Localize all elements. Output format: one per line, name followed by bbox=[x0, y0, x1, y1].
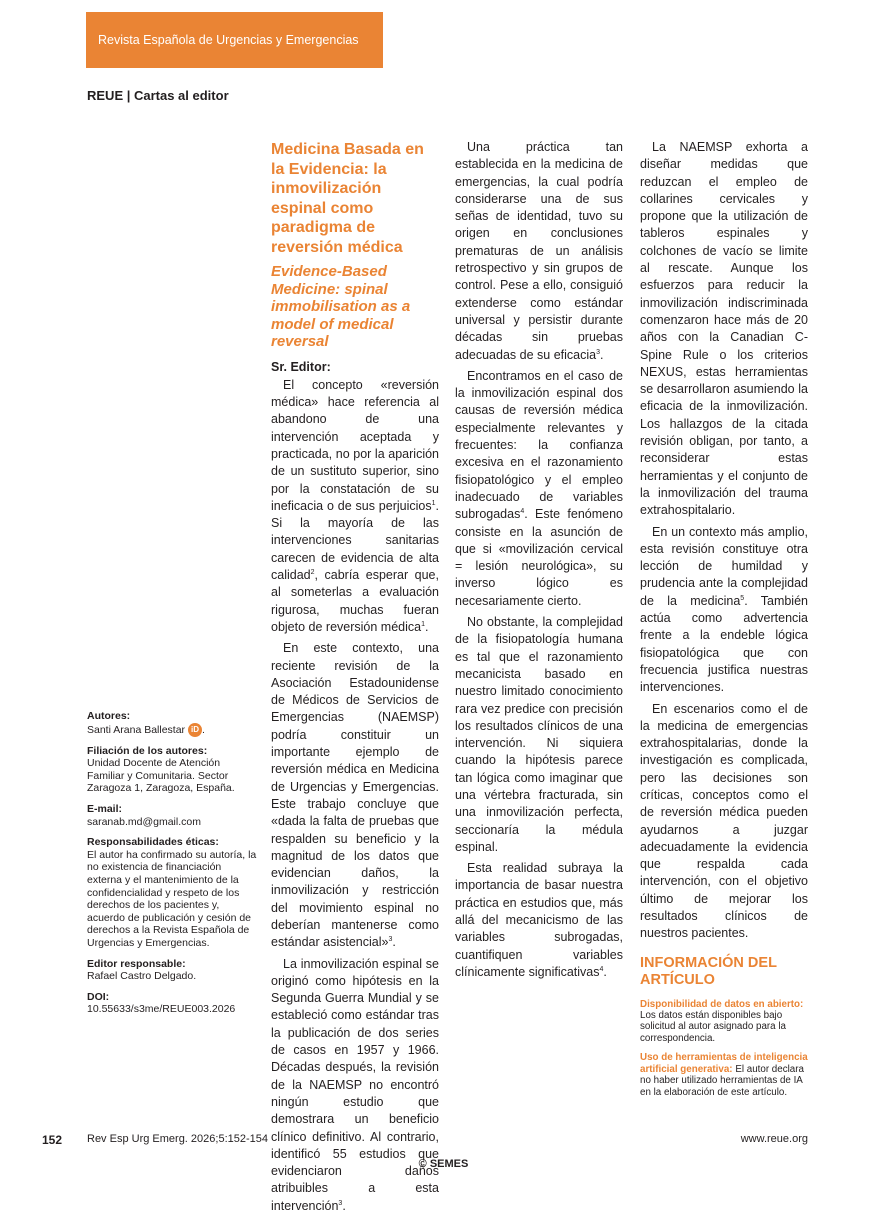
article-title: Medicina Basada en la Evidencia: la inmovilización espinal como paradigma de reversión médica bbox=[271, 141, 424, 256]
authors-label: Autores: bbox=[87, 710, 131, 722]
reference-marker[interactable]: 4 bbox=[599, 965, 604, 973]
reference-marker[interactable]: 2 bbox=[310, 568, 315, 576]
reference-marker[interactable]: 1 bbox=[431, 499, 436, 507]
reference-marker[interactable]: 4 bbox=[520, 508, 525, 516]
paragraph: La NAEMSP exhorta a diseñar medidas que reduzcan el empleo de collarines cervicales y propone que la utilización de tableros espinales y colchones de vacío se limite al rescate. Aunque los esfuerzos para reducir la inmovilización indiscriminada comenzaron hace más de 20 años con la Canadian C-Spine Rule o los criterios NEXUS, estas herramientas se desarrollaron asumiendo la eficacia de la inmovilización. Los hallazgos de la citada revisión obligan, por tanto, a reconsiderar estas herramientas y el conjunto de la inmovilización del trauma extrahospitalario. bbox=[640, 140, 808, 518]
editor-label: Editor responsable: bbox=[87, 957, 186, 970]
reference-marker[interactable]: 1 bbox=[421, 620, 425, 628]
reference-marker[interactable]: 3 bbox=[338, 1199, 343, 1207]
doi-label: DOI: bbox=[87, 990, 110, 1003]
copyright: © SEMES bbox=[418, 1158, 469, 1170]
paragraph: En este contexto, una reciente revisión de la Asociación Estadounidense de Médicos de Servicios de Emergencias (NAEMSP) podría constituir un importante ejemplo de reversión médica en Medicina de Urgencias y Emergencias. Este trabajo concluye que «dada la falta de pruebas que respalden su beneficio y la magnitud de los datos que evidencian daños, la inmovilización y restricción del movimiento espinal no deberían mantenerse como estándar asistencial»$^3$. bbox=[271, 641, 439, 950]
paragraph: Encontramos en el caso de la inmovilización espinal dos causas de reversión médica especialmente relevantes y frecuentes: la confianza excesiva en el razonamiento fisiopatológico y el empleo inadecuado de variables subrogadas$^4$. Este fenómeno consiste en la asunción de que si «movilización cervical = lesión neurológica», su inverso lógico es necesariamente cierto. bbox=[455, 368, 623, 608]
ai-usage: Uso de herramientas de inteligencia artificial generativa: El autor declara no haber utilizado herramientas de IA en la elaboración de este artículo. bbox=[640, 1052, 808, 1098]
paragraph: El concepto «reversión médica» hace referencia al abandono de una intervención aceptada y practicada, no por la aparición de un sustituto superior, sino por la constatación de su ineficacia o de sus perjuicios$^1$. Si la mayoría de las intervenciones sanitarias carecen de evidencia de alta calidad$^2$, cabría esperar que, al someterlas a evaluación rigurosa, muchas fueran objeto de reversión médica$^1$. bbox=[271, 377, 439, 634]
authors-end: . bbox=[201, 723, 205, 736]
ethics-text: El autor ha confirmado su autoría, la no existencia de financiación externa y el mantenimiento de la confidencialidad y respeto de los derechos de los pacientes y, acuerdo de publicación y cesión de derechos a la Revista Española de Urgencias y Emergencias. bbox=[87, 848, 257, 949]
column-3 bbox=[640, 139, 808, 1106]
reference-marker[interactable]: 3 bbox=[596, 348, 600, 356]
salutation: Sr. Editor: bbox=[271, 359, 331, 374]
paragraph: Una práctica tan establecida en la medicina de emergencias, la cual podría considerarse una de sus señas de identidad, tuvo su origen en conclusiones prematuras de un análisis retrospectivo y sin grupos de control. Pese a ello, consiguió extenderse como estándar universal y persistir durante décadas sin pruebas adecuadas de su eficacia$^3$. bbox=[455, 140, 623, 362]
editor-name: Rafael Castro Delgado. bbox=[87, 970, 197, 983]
paragraph: La inmovilización espinal se originó como hipótesis en la Segunda Guerra Mundial y se estableció como estándar tras la publicación de dos series de casos en 1957 y 1966. Décadas después, la revisión de la NAEMSP no encontró ningún estudio que demostrara un beneficio clínico definitivo. Al contrario, identificó 55 estudios que evidenciaron daños atribuibles a esta intervención$^3$. bbox=[271, 956, 439, 1213]
article-subtitle: Evidence-Based Medicine: spinal immobilisation as a model of medical reversal bbox=[271, 263, 411, 350]
reference-marker[interactable]: 5 bbox=[740, 594, 745, 602]
article-info-heading: INFORMACIÓN DEL ARTÍCULO bbox=[640, 954, 777, 988]
email-label: E-mail: bbox=[87, 802, 123, 815]
author-name: Santi Arana Ballestar bbox=[87, 723, 186, 736]
paragraph: En un contexto más amplio, esta revisión constituye otra lección de humildad y prudencia ante la complejidad de la medicina$^5$. También actúa como advertencia frente a la endeble lógica fisiopatológica que con frecuencia justifica nuestras intervenciones. bbox=[640, 524, 808, 695]
column-2 bbox=[455, 139, 623, 985]
banner-blank bbox=[383, 12, 808, 68]
orcid-icon[interactable]: iD bbox=[188, 723, 202, 737]
journal-name: Revista Española de Urgencias y Emergencias bbox=[86, 12, 383, 68]
journal-banner bbox=[86, 12, 808, 68]
data-availability: Disponibilidad de datos en abierto: Los datos están disponibles bajo solicitud al autor asignado para la correspondencia. bbox=[640, 998, 804, 1044]
page-number: 152 bbox=[42, 1133, 63, 1147]
article-metadata-sidebar bbox=[87, 710, 257, 1024]
affiliation-text: Unidad Docente de Atención Familiar y Comunitaria. Sector Zaragoza 1, Zaragoza, España. bbox=[87, 757, 235, 795]
email-link[interactable]: saranab.md@gmail.com bbox=[87, 815, 201, 828]
paragraph: No obstante, la complejidad de la fisiopatología humana es tal que el razonamiento mecanicista basado en nuestro limitado conocimiento rara vez predice con precisión los resultados clínicos de una intervención. Ni siquiera cuando la hipótesis parece tan lógica como imaginar que una vértebra fracturada, sin una inmovilización perfecta, seccionaría la médula espinal. bbox=[455, 615, 623, 854]
journal-url[interactable]: www.reue.org bbox=[740, 1133, 808, 1145]
doi-link[interactable]: 10.55633/s3me/REUE003.2026 bbox=[87, 1003, 236, 1016]
paragraph: En escenarios como el de la medicina de emergencias extrahospitalarias, donde la investigación es complicada, pero las decisiones son críticas, conceptos como el de reversión médica pueden ayudarnos a juzgar adecuadamente la evidencia que respalda cada intervención, con el objetivo último de mejorar los resultados clínicos de nuestros pacientes. bbox=[640, 701, 808, 941]
section-heading: REUE | Cartas al editor bbox=[87, 88, 229, 103]
ethics-label: Responsabilidades éticas: bbox=[87, 836, 219, 849]
affiliation-label: Filiación de los autores: bbox=[87, 744, 208, 757]
citation: Rev Esp Urg Emerg. 2026;5:152-154 bbox=[87, 1133, 268, 1145]
paragraph: Esta realidad subraya la importancia de basar nuestra práctica en estudios que, más allá del mecanicismo de las variables subrogadas, cuantifiquen variables clínicamente significativas$^4$. bbox=[455, 861, 623, 979]
reference-marker[interactable]: 3 bbox=[388, 936, 393, 944]
column-1 bbox=[271, 140, 439, 1219]
